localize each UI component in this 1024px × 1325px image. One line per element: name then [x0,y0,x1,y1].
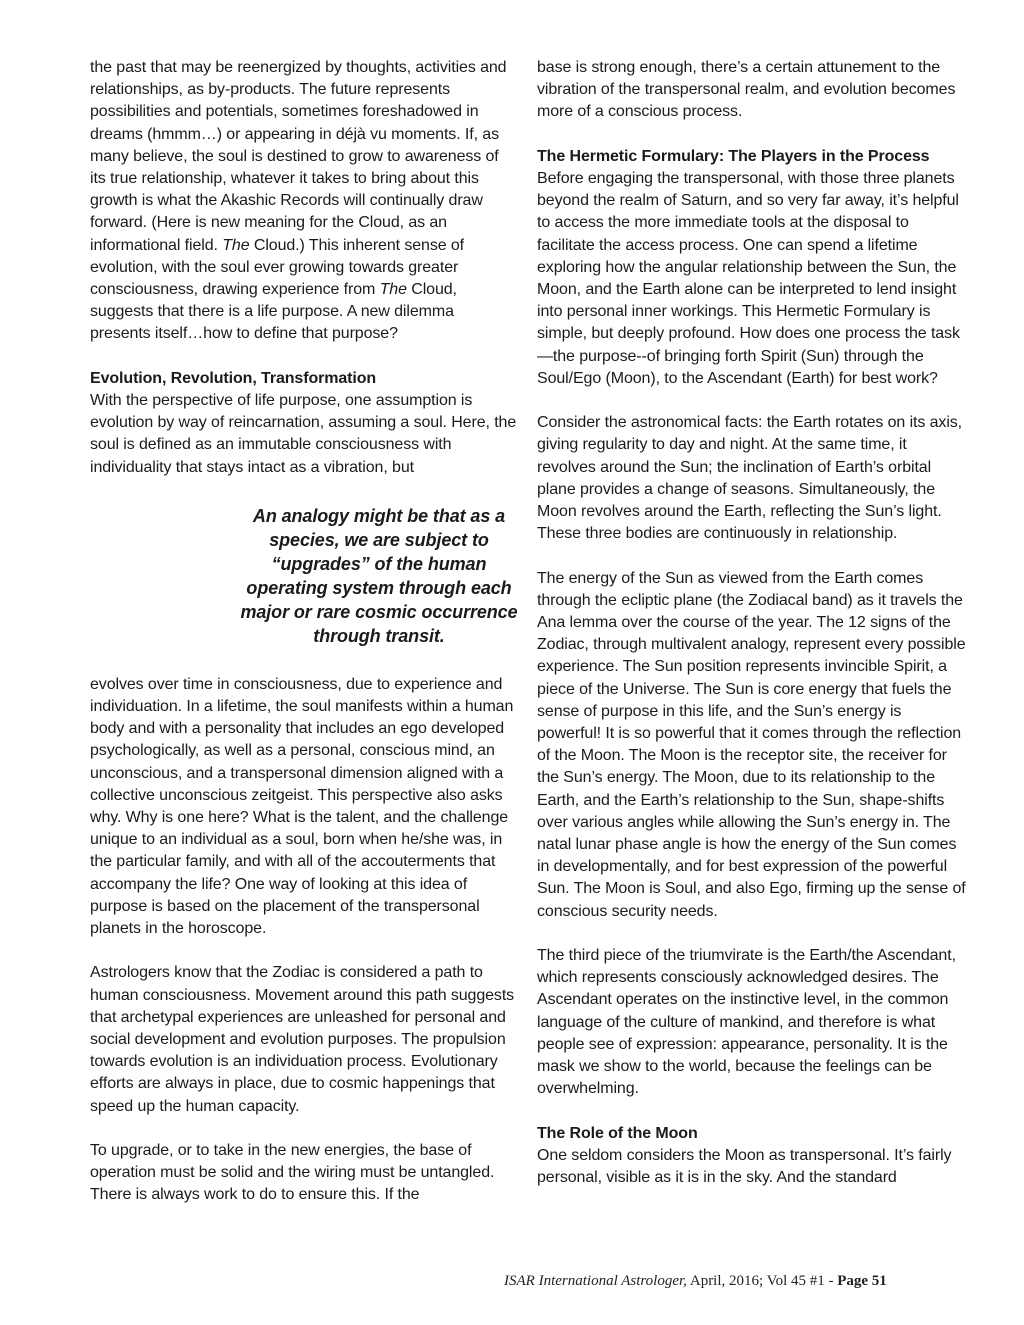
right-paragraph-2: Before engaging the transpersonal, with those three planets beyond the realm of Saturn, and so very far away, it’s helpful to access the more immediate tools at the disposal to facilitate the access process. One can spend a lifetime exploring how the angular relationship between the Sun, the Moon, and the Earth alone can be interpreted to lend insight into personal inner workings. This Hermetic Formulary is simple, but deeply profound. How does one process the task—the purpose--of bringing forth Spirit (Sun) through the Soul/Ego (Moon), to the Ascendant (Earth) for best work? [537,170,960,387]
italic-the-2: The [379,281,407,299]
left-paragraph-1 [90,57,518,346]
heading-hermetic-formulary: The Hermetic Formulary: The Players in the Process [537,147,930,165]
right-paragraph-5: The third piece of the triumvirate is the Earth/the Ascendant, which represents consciously acknowledged desires. The Ascendant operates on the instinctive level, in the common language of the culture of mankind, and therefore is what people see of expression: appearance, personality. It is the mask we show to the world, because the feelings can be overwhelming. [537,947,956,1098]
right-paragraph-1: base is strong enough, there’s a certain attunement to the vibration of the transpersonal realm, and evolution becomes more of a conscious process. [537,59,956,121]
left-p1-text: the past that may be reenergized by thoughts, activities and relationships, as by-products. The future represents possibilities and potentials, sometimes foreshadowed in dreams (hmmm…) or appearing in déjà vu moments. If, as many believe, the soul is destined to grow to awareness of its true relationship, whatever it takes to bring about this growth is what the Akashic Records will continually draw forward. (Here is new meaning for the Cloud, as an informational field. [90,59,507,254]
left-p1-mid: Cloud.) This inherent sense of evolution, with the soul ever growing towards greater consciousness, drawing experience from [90,236,465,299]
left-paragraph-4: Astrologers know that the Zodiac is considered a path to human consciousness. Movement around this path suggests that archetypal experiences are unleashed for personal and social development and evolution purposes. The propulsion towards evolution is an individuation process. Evolutionary efforts are always in place, due to cosmic happenings that speed up the human capacity. [90,964,515,1115]
pull-quote: An analogy might be that as a species, we are subject to “upgrades” of the human operating system through each major or rare cosmic occurrence through transit. [240,505,518,646]
left-p1-end: Cloud, suggests that there is a life purpose. A new dilemma presents itself…how to define that purpose? [90,281,457,343]
left-paragraph-2: With the perspective of life purpose, one assumption is evolution by way of reincarnation, assuming a soul. Here, the soul is defined as an immutable consciousness with individuality that stays intact as a vibration, but [90,392,517,476]
left-paragraph-5: To upgrade, or to take in the new energies, the base of operation must be solid and the wiring must be untangled. There is always work to do to ensure this. If the [90,1142,495,1204]
footer-publication: ISAR International Astrologer, [504,1273,687,1289]
heading-evolution: Evolution, Revolution, Transformation [90,369,377,387]
right-paragraph-4: The energy of the Sun as viewed from the Earth comes through the ecliptic plane (the Zodiacal band) as it travels the Ana lemma over the course of the year. The 12 signs of the Zodiac, through multivalent analogy, represent every possible experience. The Sun position represents invincible Spirit, a piece of the Universe. The Sun is core energy that fuels the sense of purpose in this life, and the Sun’s energy is powerful! It is so powerful that it comes through the reflection of the Moon. The Moon is the receptor site, the receiver for the Sun’s energy. The Moon, due to its relationship to the Earth, and the Earth’s relationship to the Sun, shape-shifts over various angles while allowing the Sun’s energy in. The natal lunar phase angle is how the energy of the Sun comes in developmentally, and for best expression of the powerful Sun. The Moon is Soul, and also Ego, firming up the sense of conscious security needs. [537,569,966,920]
right-paragraph-6: One seldom considers the Moon as transpersonal. It’s fairly personal, visible as it is in the sky. And the standard [537,1146,952,1187]
right-column [537,57,967,1211]
right-paragraph-3: Consider the astronomical facts: the Earth rotates on its axis, giving regularity to day and night. At the same time, it revolves around the Sun; the inclination of Earth’s orbital plane provides a change of seasons. Simultaneously, the Moon revolves around the Earth, reflecting the Sun’s light. These three bodies are continuously in relationship. [537,414,963,543]
page-footer [504,1273,944,1290]
left-column [90,57,518,1229]
footer-issue: April, 2016; Vol 45 #1 - [689,1273,834,1289]
footer-page-number: Page 51 [837,1273,887,1289]
heading-role-of-moon: The Role of the Moon [537,1124,698,1142]
italic-the-1: The [222,236,250,254]
left-paragraph-3: evolves over time in consciousness, due to experience and individuation. In a lifetime, the soul manifests within a human body and with a personality that includes an ego developed psychologically, as well as a personal, conscious mind, an unconscious, and a transpersonal dimension aligned with a collective unconscious zeitgeist. This perspective also asks why. Why is one here? What is the talent, and the challenge unique to an individual as a soul, born when he/she was, in the particular family, and with all of the accouterments that accompany the life? One way of looking at this idea of purpose is based on the placement of the transpersonal planets in the horoscope. [90,675,514,938]
